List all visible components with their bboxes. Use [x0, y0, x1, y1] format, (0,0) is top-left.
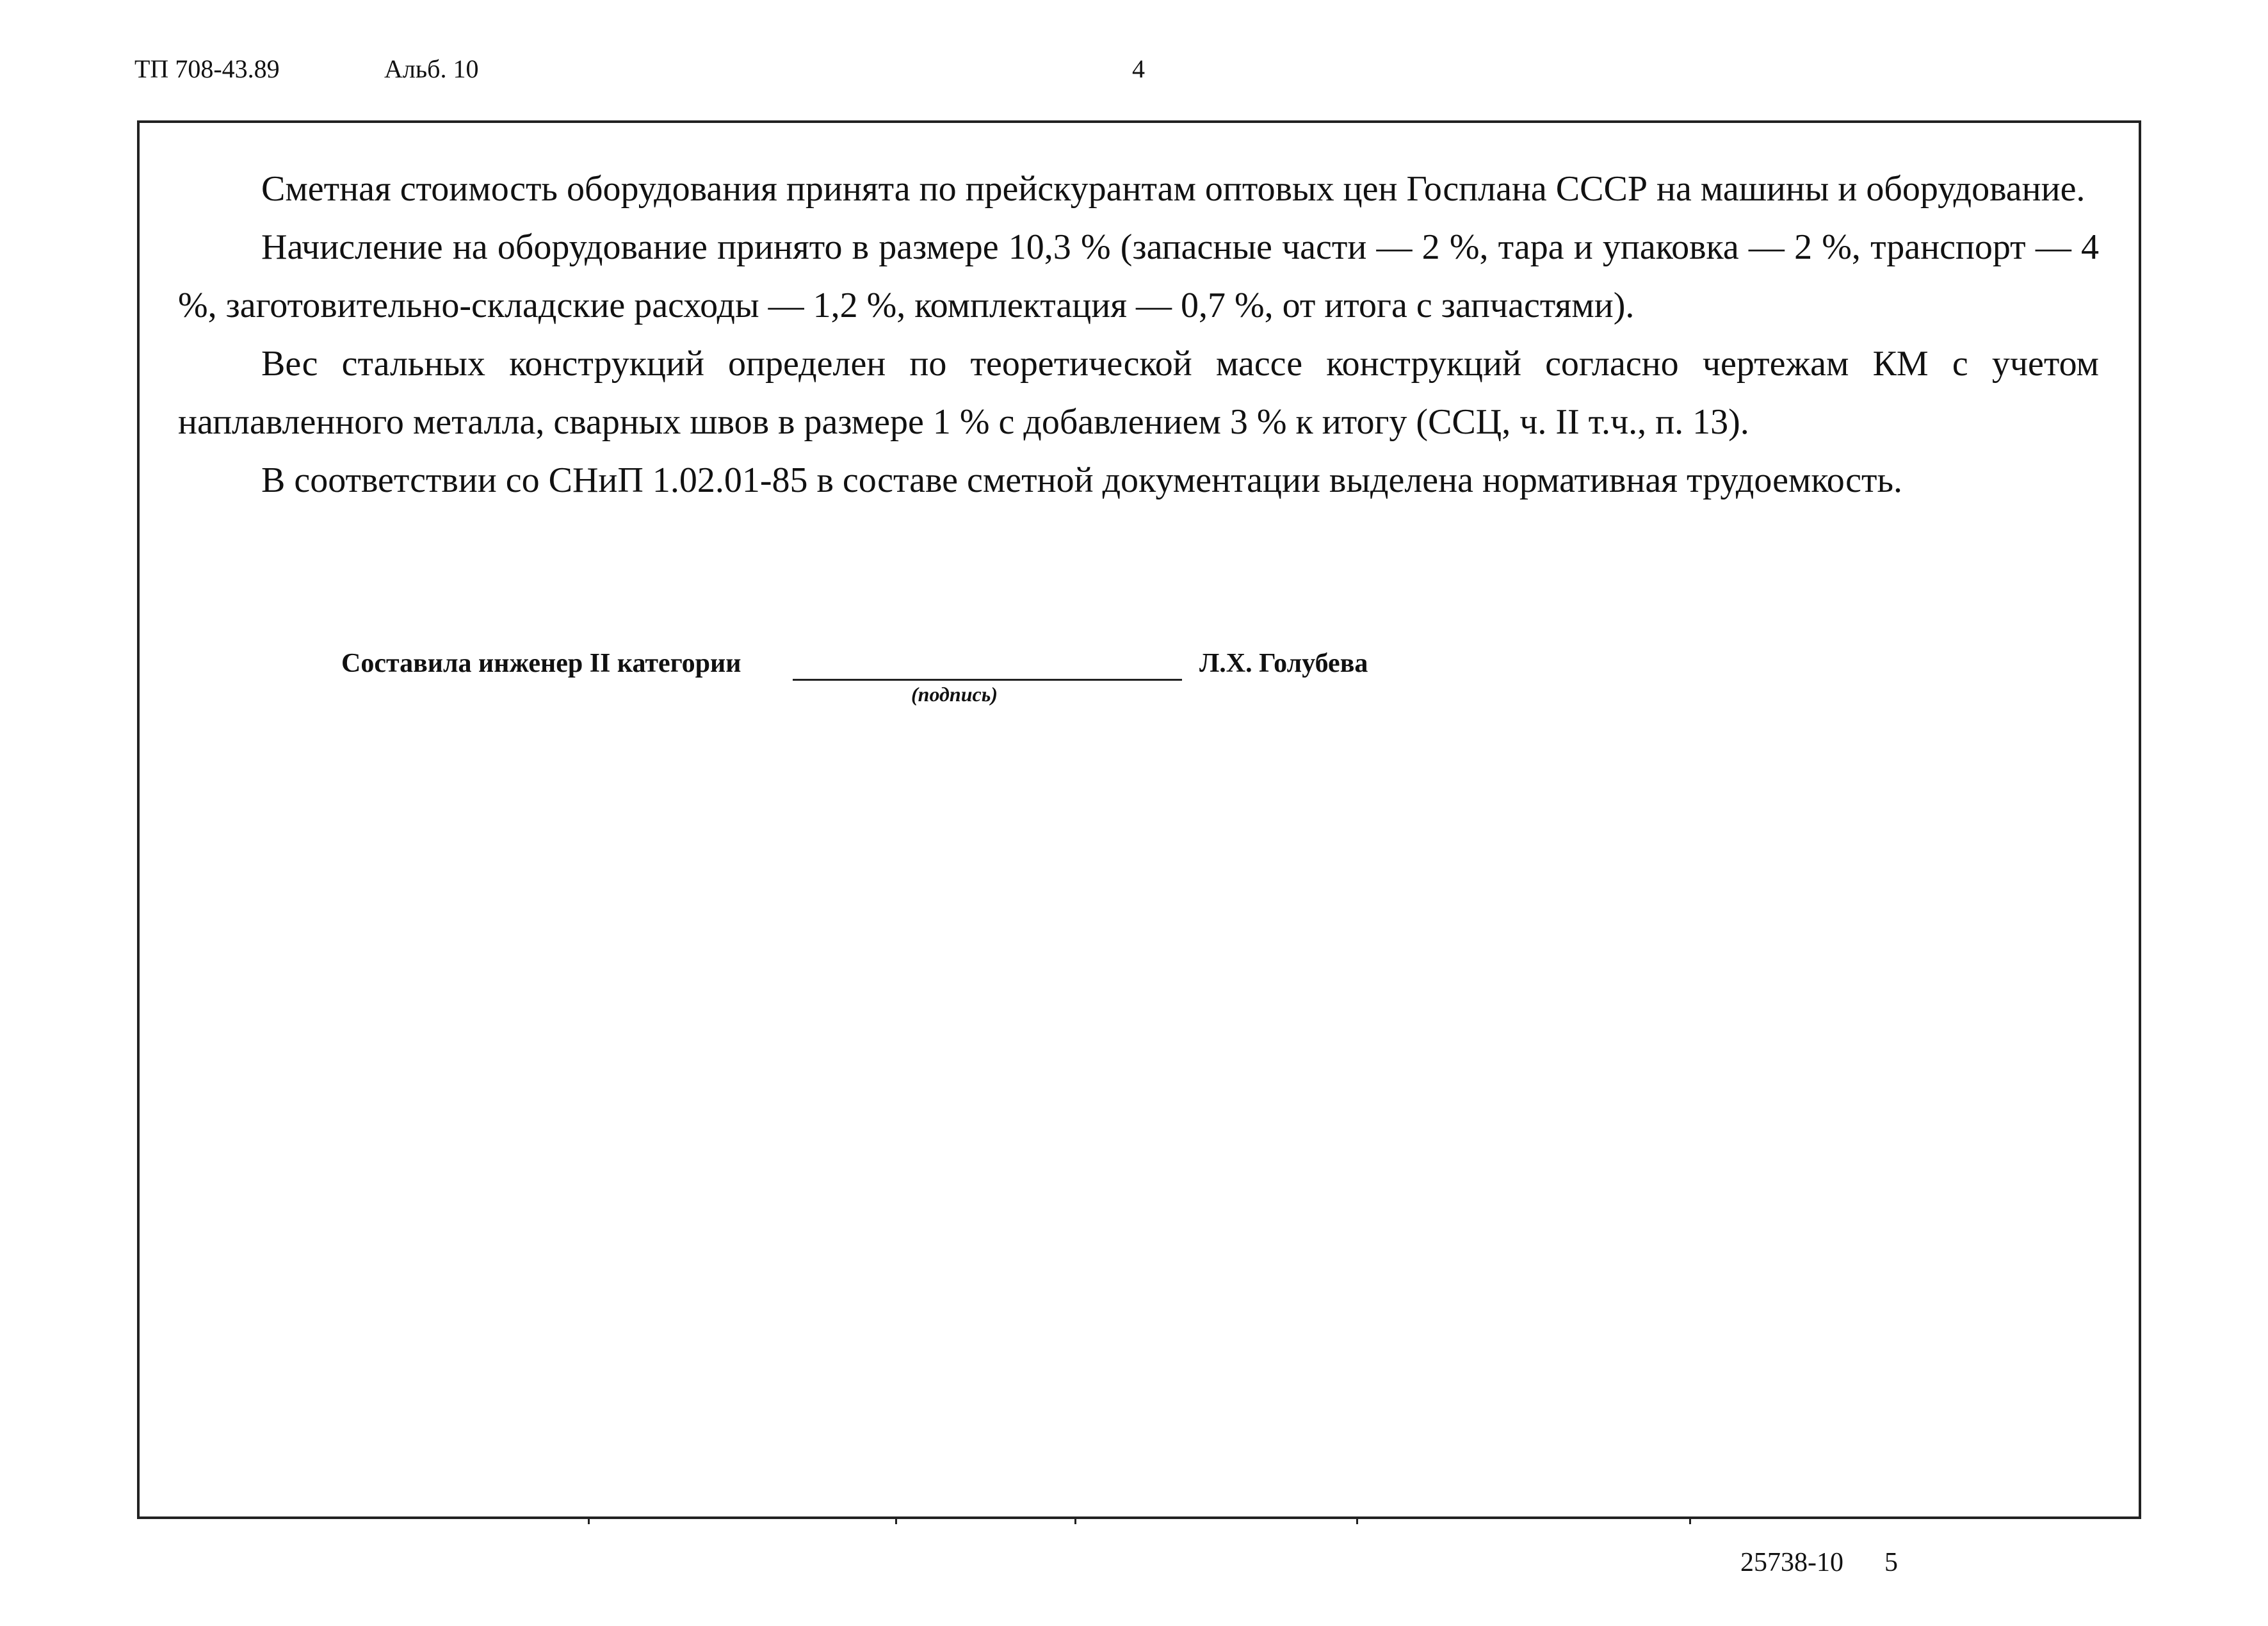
- footer-page-number: 5: [1884, 1548, 1898, 1577]
- page-number: 4: [1132, 54, 1145, 83]
- album-number: Альб. 10: [384, 54, 479, 83]
- paragraph-equipment-cost: Сметная стоимость оборудования принята по прейскурантам оптовых цен Госплана СССР на машины и оборудование.: [261, 169, 2086, 209]
- frame-tick: [1356, 1516, 1358, 1524]
- paragraph-equipment-surcharge: Начисление на оборудование принято в размере 10,3 % (запасные части — 2 %, тара и упаковка — 2 %, транспорт — 4 %, заготовительно-складские расходы — 1,2 %, комплектация — 0,7 %, от итога с запчастями).: [178, 227, 2099, 325]
- document-code: ТП 708-43.89: [134, 54, 280, 83]
- signature-label: Составила инженер II категории: [341, 649, 741, 678]
- frame-tick: [1074, 1516, 1076, 1524]
- signature-line: [793, 679, 1182, 681]
- signatory-name: Л.Х. Голубева: [1199, 649, 1368, 678]
- signature-block: [341, 640, 1494, 717]
- frame-tick: [1689, 1516, 1691, 1524]
- body-text: [178, 160, 2099, 510]
- frame-tick: [588, 1516, 590, 1524]
- signature-caption: (подпись): [911, 683, 998, 706]
- paragraph-labor-intensity: В соответствии со СНиП 1.02.01-85 в составе сметной документации выделена нормативная трудоемкость.: [261, 460, 1902, 500]
- footer-code: 25738-10: [1740, 1548, 1843, 1577]
- paragraph-steel-weight: Вес стальных конструкций определен по теоретической массе конструкций согласно чертежам КМ с учетом наплавленного металла, сварных швов в размере 1 % с добавлением 3 % к итогу (ССЦ, ч. II т.ч., п. 13).: [178, 344, 2099, 442]
- frame-tick: [895, 1516, 897, 1524]
